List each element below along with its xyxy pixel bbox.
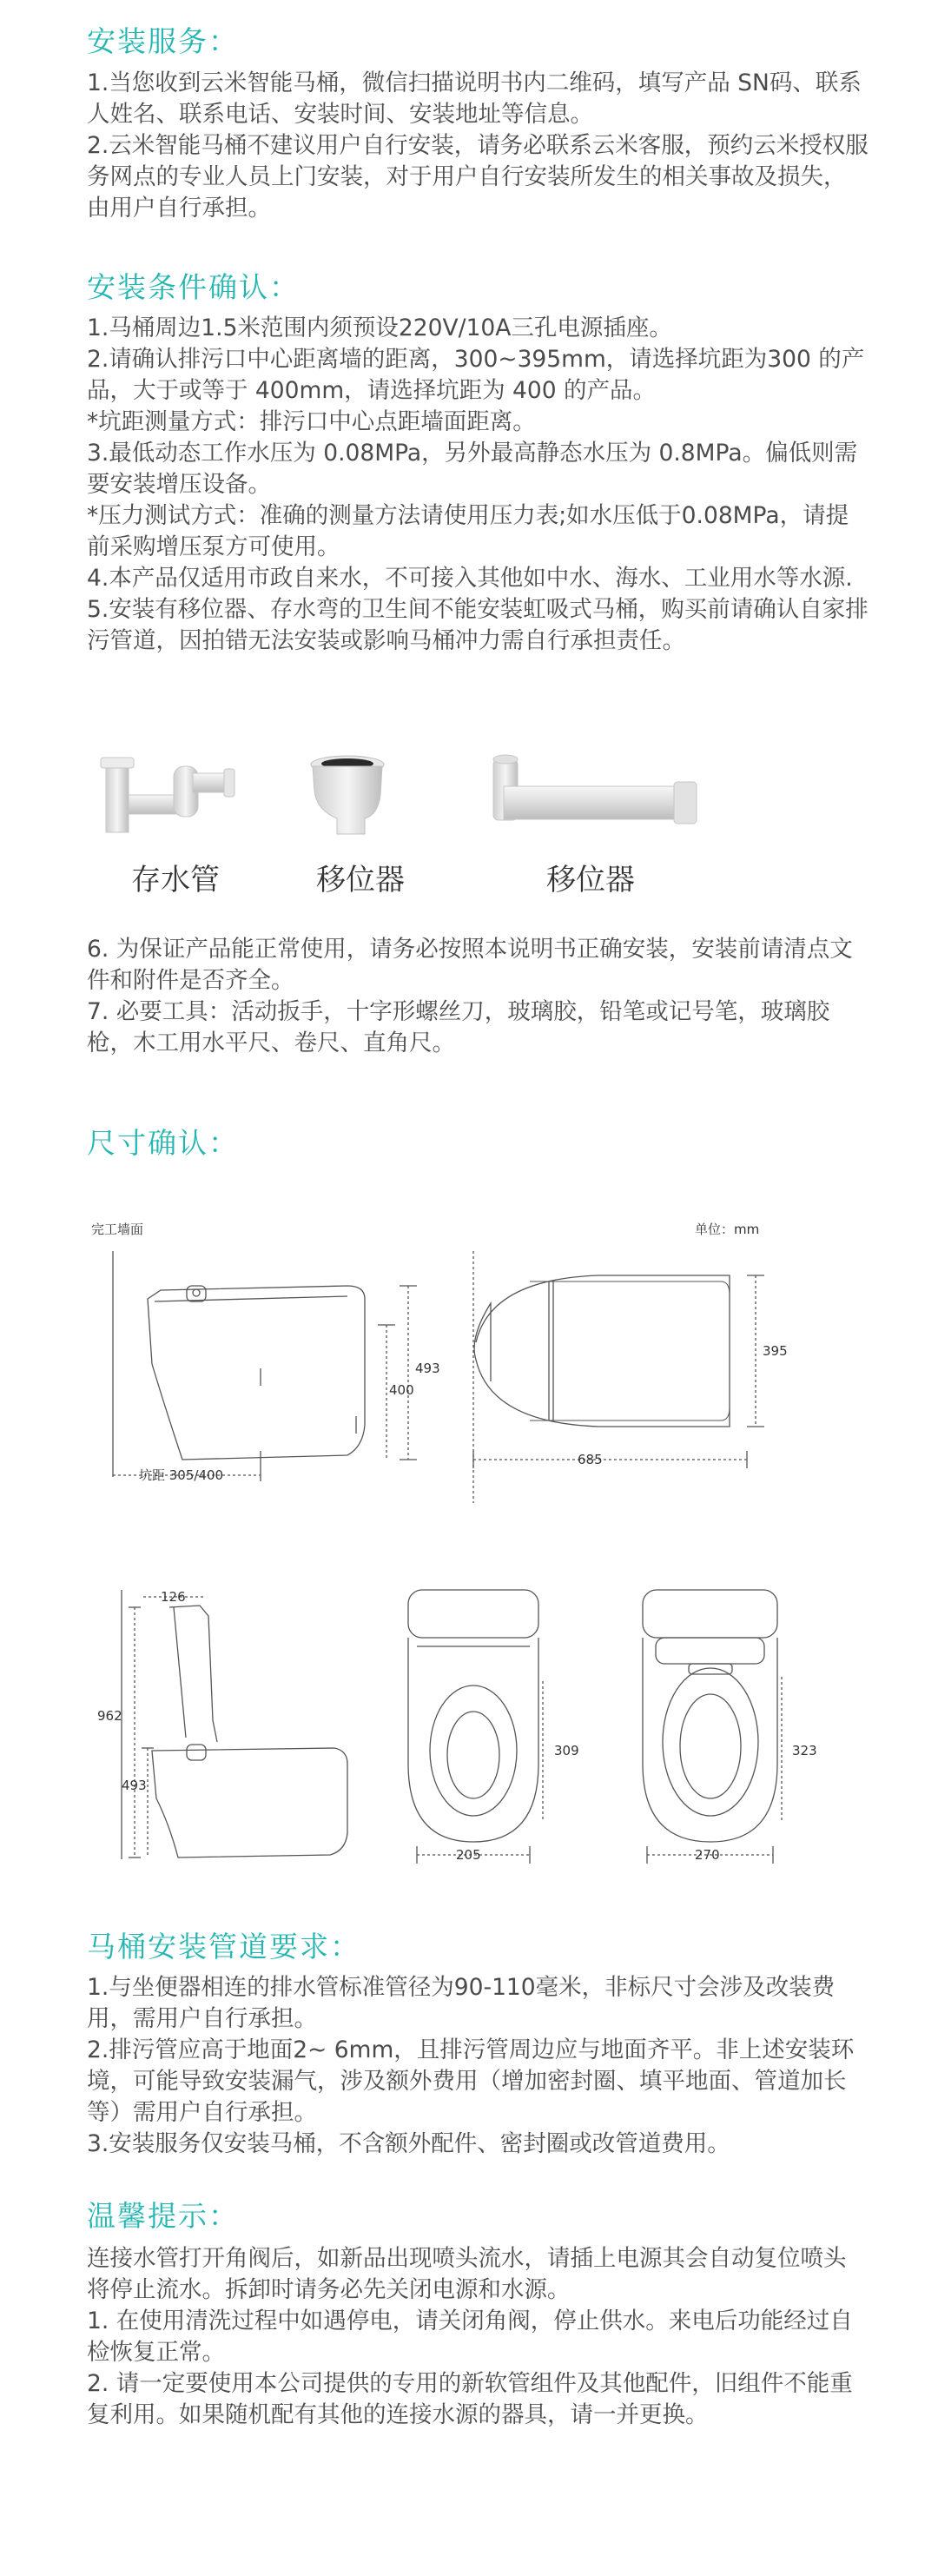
dim-side-height: 493 bbox=[415, 1361, 440, 1376]
tips-paragraph-2: 1. 在使用清洗过程中如遇停电，请关闭角阀，停止供水。来电后功能经过自检恢复正常。 bbox=[87, 2308, 853, 2366]
pipe-req-paragraph-3: 3.安装服务仅安装马桶，不含额外配件、密封圈或改管道费用。 bbox=[87, 2130, 730, 2157]
pipe-req-paragraph-2: 2.排污管应高于地面2~ 6mm，且排污管周边应与地面齐平。非上述安装环境，可能导致安装漏气，涉及额外费用（增加密封圈、填平地面、管道加长等）需用户自行承担。 bbox=[87, 2036, 855, 2126]
offset-flange-image bbox=[311, 756, 384, 834]
side-open-toilet bbox=[152, 1606, 347, 1858]
pipe-req-text bbox=[87, 1972, 869, 2160]
conditions-text bbox=[87, 313, 869, 657]
pipe-label-flange: 移位器 bbox=[316, 863, 405, 897]
dim-width-1: 205 bbox=[456, 1847, 481, 1863]
dim-side-open-height: 493 bbox=[122, 1778, 147, 1793]
condition-paragraph-7: 5.安装有移位器、存水弯的卫生间不能安装虹吸式马桶，购买前请确认自家排污管道，因拍错无法安装或影响马桶冲力需自行承担责任。 bbox=[87, 596, 869, 654]
long-offset-pipe-image bbox=[493, 755, 697, 824]
condition-paragraph-6: 4.本产品仅适用市政自来水，不可接入其他如中水、海水、工业用水等水源. bbox=[87, 565, 853, 592]
pipe-label-offset: 移位器 bbox=[546, 863, 635, 897]
front-view-toilet-1 bbox=[408, 1590, 538, 1842]
conditions-text-2 bbox=[87, 934, 869, 1059]
pipe-req-paragraph-1: 1.与坐便器相连的排水管标准管径为90-110毫米，非标尺寸会涉及改装费用，需用户自行承担。 bbox=[87, 1974, 836, 2032]
dim-top-width: 395 bbox=[763, 1343, 788, 1359]
top-view-toilet bbox=[474, 1275, 730, 1427]
service-text bbox=[87, 68, 869, 224]
tips-text bbox=[87, 2243, 869, 2431]
condition-paragraph-8: 6. 为保证产品能正常使用，请务必按照本说明书正确安装，安装前请清点文件和附件是否齐全。 bbox=[87, 936, 853, 994]
dimension-diagram bbox=[0, 1199, 938, 1877]
dim-pit-distance: 坑距 305/400 bbox=[139, 1467, 224, 1483]
dim-lid-depth: 126 bbox=[161, 1589, 186, 1605]
section-title-tips: 温馨提示： bbox=[87, 2199, 239, 2233]
dim-total-height: 962 bbox=[97, 1708, 122, 1724]
tips-paragraph-3: 2. 请一定要使用本公司提供的专用的新软管组件及其他配件，旧组件不能重复利用。如果随机配有其他的连接水源的器具，请一并更换。 bbox=[87, 2370, 853, 2428]
condition-paragraph-4: 3.最低动态工作水压为 0.08MPa，另外最高静态水压为 0.8MPa。偏低则需要安装增压设备。 bbox=[87, 440, 858, 498]
unit-label: 单位：mm bbox=[695, 1222, 760, 1237]
service-paragraph-1: 1.当您收到云米智能马桶，微信扫描说明书内二维码，填写产品 SN码、联系人姓名、联系电话、安装时间、安装地址等信息。 bbox=[87, 70, 862, 128]
condition-paragraph-1: 1.马桶周边1.5米范围内须预设220V/10A三孔电源插座。 bbox=[87, 315, 672, 341]
condition-paragraph-3: *坑距测量方式：排污口中心点距墙面距离。 bbox=[87, 408, 536, 435]
pipe-images bbox=[78, 747, 738, 843]
side-view-toilet bbox=[148, 1286, 365, 1460]
front-view-toilet-2 bbox=[643, 1590, 777, 1842]
service-paragraph-2: 2.云米智能马桶不建议用户自行安装，请务必联系云米客服，预约云米授权服务网点的专业人员上门安装，对于用户自行安装所发生的相关事故及损失，由用户自行承担。 bbox=[87, 132, 869, 222]
dim-width-2: 270 bbox=[695, 1847, 720, 1863]
section-title-service: 安装服务： bbox=[87, 24, 239, 58]
condition-paragraph-9: 7. 必要工具：活动扳手，十字形螺丝刀，玻璃胶，铅笔或记号笔，玻璃胶枪，木工用水平尺、卷尺、直角尺。 bbox=[87, 998, 830, 1056]
p-trap-pipe-image bbox=[101, 758, 234, 832]
dim-top-length: 685 bbox=[578, 1452, 603, 1467]
wall-label: 完工墙面 bbox=[91, 1222, 144, 1237]
condition-paragraph-2: 2.请确认排污口中心距离墙的距离，300~395mm，请选择坑距为300 的产品，大于或等于 400mm，请选择坑距为 400 的产品。 bbox=[87, 346, 865, 404]
section-title-conditions: 安装条件确认： bbox=[87, 270, 300, 304]
section-title-dimensions: 尺寸确认： bbox=[87, 1126, 239, 1160]
dim-opening-2: 323 bbox=[792, 1743, 817, 1758]
dim-seat-height: 400 bbox=[389, 1382, 414, 1398]
tips-paragraph-1: 连接水管打开角阀后，如新品出现喷头流水，请插上电源其会自动复位喷头将停止流水。拆卸时请务必先关闭电源和水源。 bbox=[87, 2245, 847, 2303]
dim-opening-1: 309 bbox=[554, 1743, 579, 1758]
pipe-label-trap: 存水管 bbox=[131, 863, 220, 897]
condition-paragraph-5: *压力测试方式：准确的测量方法请使用压力表;如水压低于0.08MPa，请提前采购增压泵方可使用。 bbox=[87, 502, 849, 560]
section-title-pipe-req: 马桶安装管道要求： bbox=[87, 1930, 360, 1963]
